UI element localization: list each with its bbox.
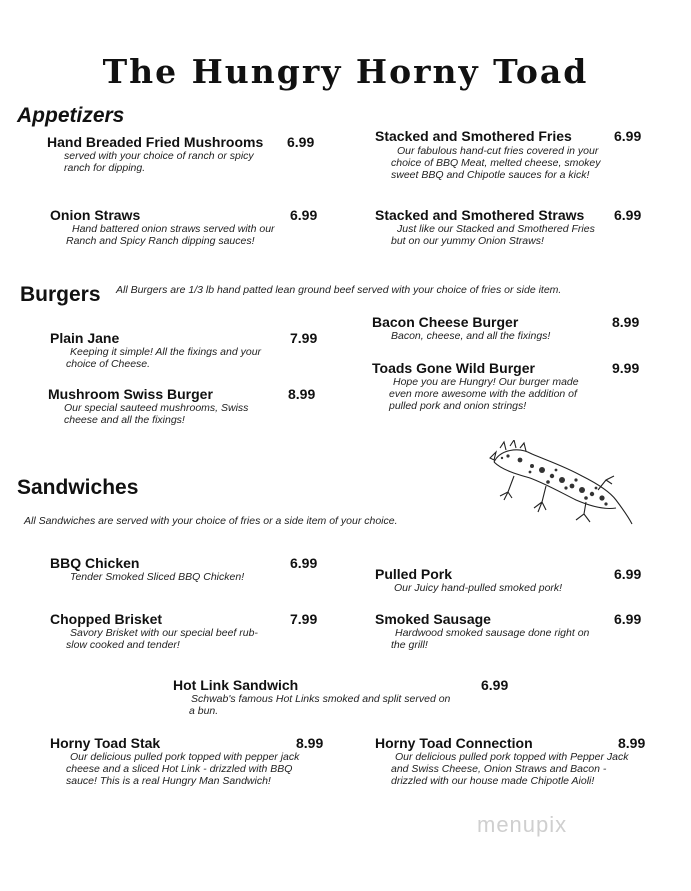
item-price: 6.99 bbox=[287, 134, 315, 150]
item-price: 6.99 bbox=[481, 677, 509, 693]
item-name: Hand Breaded Fried Mushrooms bbox=[47, 134, 264, 150]
item-price: 8.99 bbox=[618, 735, 646, 751]
section-note: All Sandwiches are served with your choice of fries or a side item of your choice. bbox=[24, 515, 398, 527]
item-description: Hardwood smoked sausage done right on the grill! bbox=[391, 627, 590, 651]
item-name: Stacked and Smothered Straws bbox=[375, 207, 585, 223]
item-description: served with your choice of ranch or spicy ranch for dipping. bbox=[64, 150, 254, 174]
item-name: Hot Link Sandwich bbox=[173, 677, 299, 693]
item-name: Toads Gone Wild Burger bbox=[372, 360, 535, 376]
section-heading-sandwiches: Sandwiches bbox=[17, 476, 139, 499]
item-name: Horny Toad Stak bbox=[50, 735, 161, 751]
horned-toad-illustration bbox=[486, 440, 636, 530]
item-price: 7.99 bbox=[290, 611, 318, 627]
item-price: 6.99 bbox=[290, 555, 318, 571]
section-heading-burgers: Burgers bbox=[20, 283, 101, 306]
item-description: Our special sauteed mushrooms, Swiss cheese and all the fixings! bbox=[64, 402, 249, 426]
item-description: Our delicious pulled pork topped with pepper jack cheese and a sliced Hot Link - drizzled with BBQ sauce! This is a real Hungry Man Sandwich! bbox=[66, 751, 300, 787]
item-name: Horny Toad Connection bbox=[375, 735, 533, 751]
section-heading-appetizers: Appetizers bbox=[17, 104, 125, 127]
item-name: Chopped Brisket bbox=[50, 611, 163, 627]
item-price: 8.99 bbox=[612, 314, 640, 330]
watermark: menupix bbox=[477, 812, 568, 837]
item-name: Smoked Sausage bbox=[375, 611, 491, 627]
item-description: Keeping it simple! All the fixings and your choice of Cheese. bbox=[66, 346, 262, 370]
item-price: 9.99 bbox=[612, 360, 640, 376]
item-price: 8.99 bbox=[288, 386, 316, 402]
item-description: Hope you are Hungry! Our burger made even more awesome with the addition of pulled pork and onion strings! bbox=[389, 376, 579, 412]
item-name: Pulled Pork bbox=[375, 566, 453, 582]
item-description: Our Juicy hand-pulled smoked pork! bbox=[394, 582, 563, 594]
item-name: Bacon Cheese Burger bbox=[372, 314, 519, 330]
item-description: Our delicious pulled pork topped with Pepper Jack and Swiss Cheese, Onion Straws and Bacon - drizzled with our house made Chipotle Aioli! bbox=[391, 751, 629, 787]
item-price: 6.99 bbox=[614, 566, 642, 582]
item-price: 6.99 bbox=[290, 207, 318, 223]
menu-title: The Hungry Horny Toad bbox=[102, 52, 589, 91]
item-description: Savory Brisket with our special beef rub- slow cooked and tender! bbox=[66, 627, 258, 651]
item-price: 6.99 bbox=[614, 128, 642, 144]
item-description: Tender Smoked Sliced BBQ Chicken! bbox=[70, 571, 245, 583]
item-name: Plain Jane bbox=[50, 330, 120, 346]
item-description: Our fabulous hand-cut fries covered in your choice of BBQ Meat, melted cheese, smokey sweet BBQ and Chipotle sauces for a kick! bbox=[391, 145, 601, 181]
item-price: 8.99 bbox=[296, 735, 324, 751]
item-description: Bacon, cheese, and all the fixings! bbox=[391, 330, 551, 342]
section-note: All Burgers are 1/3 lb hand patted lean ground beef served with your choice of fries or side item. bbox=[116, 284, 562, 296]
item-description: Schwab's famous Hot Links smoked and split served on a bun. bbox=[189, 693, 451, 717]
item-price: 7.99 bbox=[290, 330, 318, 346]
item-description: Just like our Stacked and Smothered Fries but on our yummy Onion Straws! bbox=[391, 223, 595, 247]
item-name: BBQ Chicken bbox=[50, 555, 140, 571]
item-name: Stacked and Smothered Fries bbox=[375, 128, 572, 144]
item-name: Mushroom Swiss Burger bbox=[48, 386, 213, 402]
item-price: 6.99 bbox=[614, 611, 642, 627]
item-price: 6.99 bbox=[614, 207, 642, 223]
item-name: Onion Straws bbox=[50, 207, 141, 223]
item-description: Hand battered onion straws served with our Ranch and Spicy Ranch dipping sauces! bbox=[66, 223, 275, 247]
